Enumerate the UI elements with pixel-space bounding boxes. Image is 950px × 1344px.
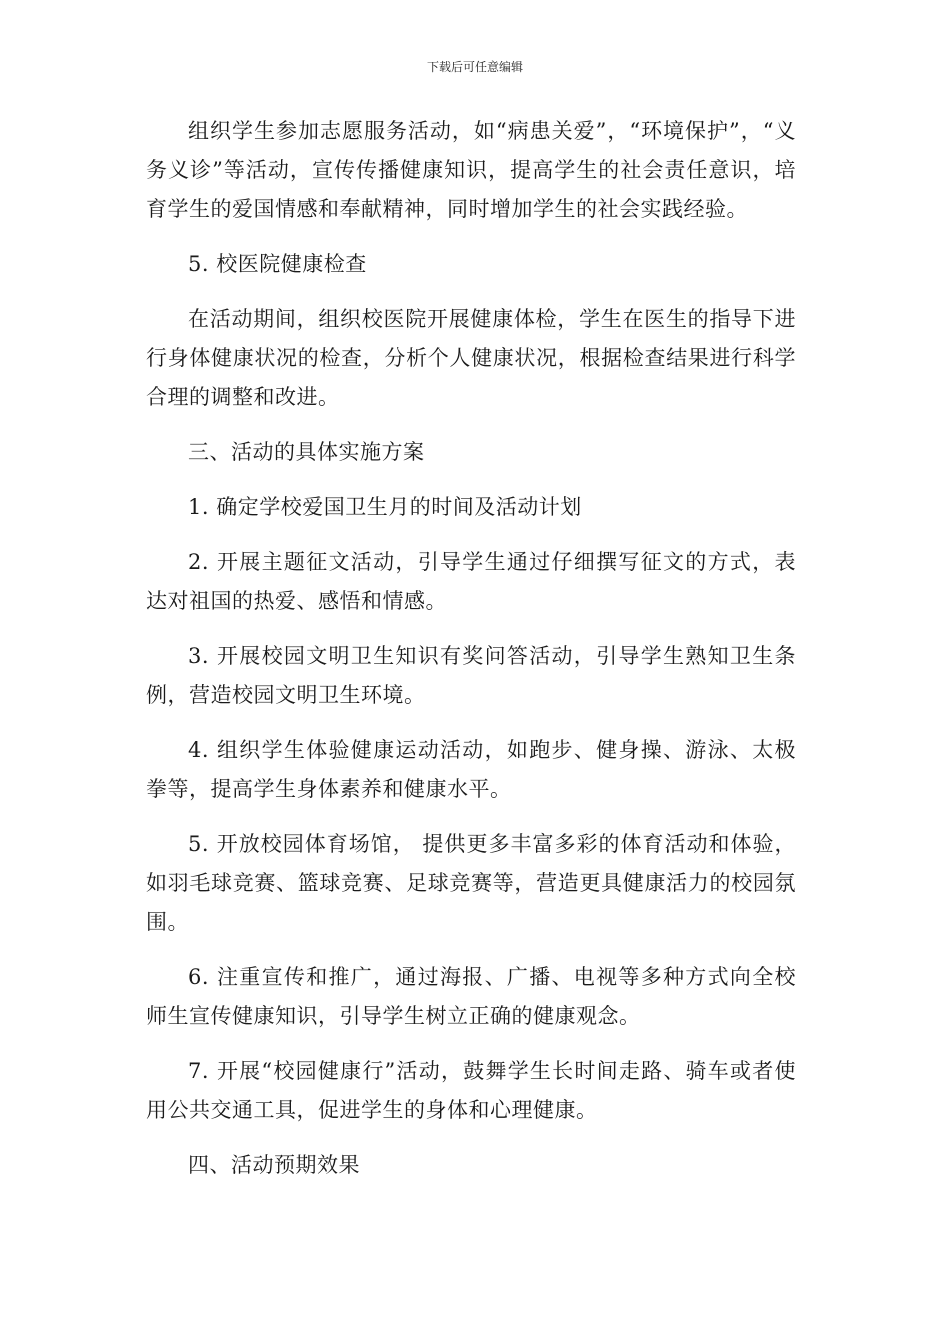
- paragraph-volunteer-service: 组织学生参加志愿服务活动，如“病患关爱”，“环境保护”，“义务义诊”等活动，宣传传播健康知识，提高学生的社会责任意识，培育学生的爱国情感和奉献精神，同时增加学生的社会实践经验。: [146, 119, 796, 221]
- list-item-7: 7. 开展“校园健康行”活动，鼓舞学生长时间走路、骑车或者使用公共交通工具，促进学生的身体和心理健康。: [146, 1059, 796, 1122]
- section-heading-implementation-plan: 三、活动的具体实施方案: [188, 440, 425, 464]
- list-item-2: 2. 开展主题征文活动，引导学生通过仔细撰写征文的方式，表达对祖国的热爱、感悟和情感。: [146, 550, 796, 613]
- list-item-4: 4. 组织学生体验健康运动活动，如跑步、健身操、游泳、太极拳等，提高学生身体素养和健康水平。: [146, 738, 796, 801]
- section-heading-expected-effects: 四、活动预期效果: [188, 1153, 360, 1177]
- list-item-3: 3. 开展校园文明卫生知识有奖问答活动，引导学生熟知卫生条例，营造校园文明卫生环境。: [146, 644, 796, 707]
- list-item-6: 6. 注重宣传和推广，通过海报、广播、电视等多种方式向全校师生宣传健康知识，引导学生树立正确的健康观念。: [146, 965, 796, 1028]
- list-item-5: 5. 开放校园体育场馆， 提供更多丰富多彩的体育活动和体验，如羽毛球竞赛、篮球竞赛、足球竞赛等，营造更具健康活力的校园氛围。: [146, 832, 796, 934]
- page-header: 下载后可任意编辑: [426, 60, 523, 74]
- section-heading-health-check: 5. 校医院健康检查: [188, 252, 367, 276]
- list-item-1: 1. 确定学校爱国卫生月的时间及活动计划: [188, 495, 582, 519]
- document-body: [146, 112, 796, 1201]
- paragraph-health-check: 在活动期间，组织校医院开展健康体检，学生在医生的指导下进行身体健康状况的检查，分析个人健康状况，根据检查结果进行科学合理的调整和改进。: [146, 307, 796, 409]
